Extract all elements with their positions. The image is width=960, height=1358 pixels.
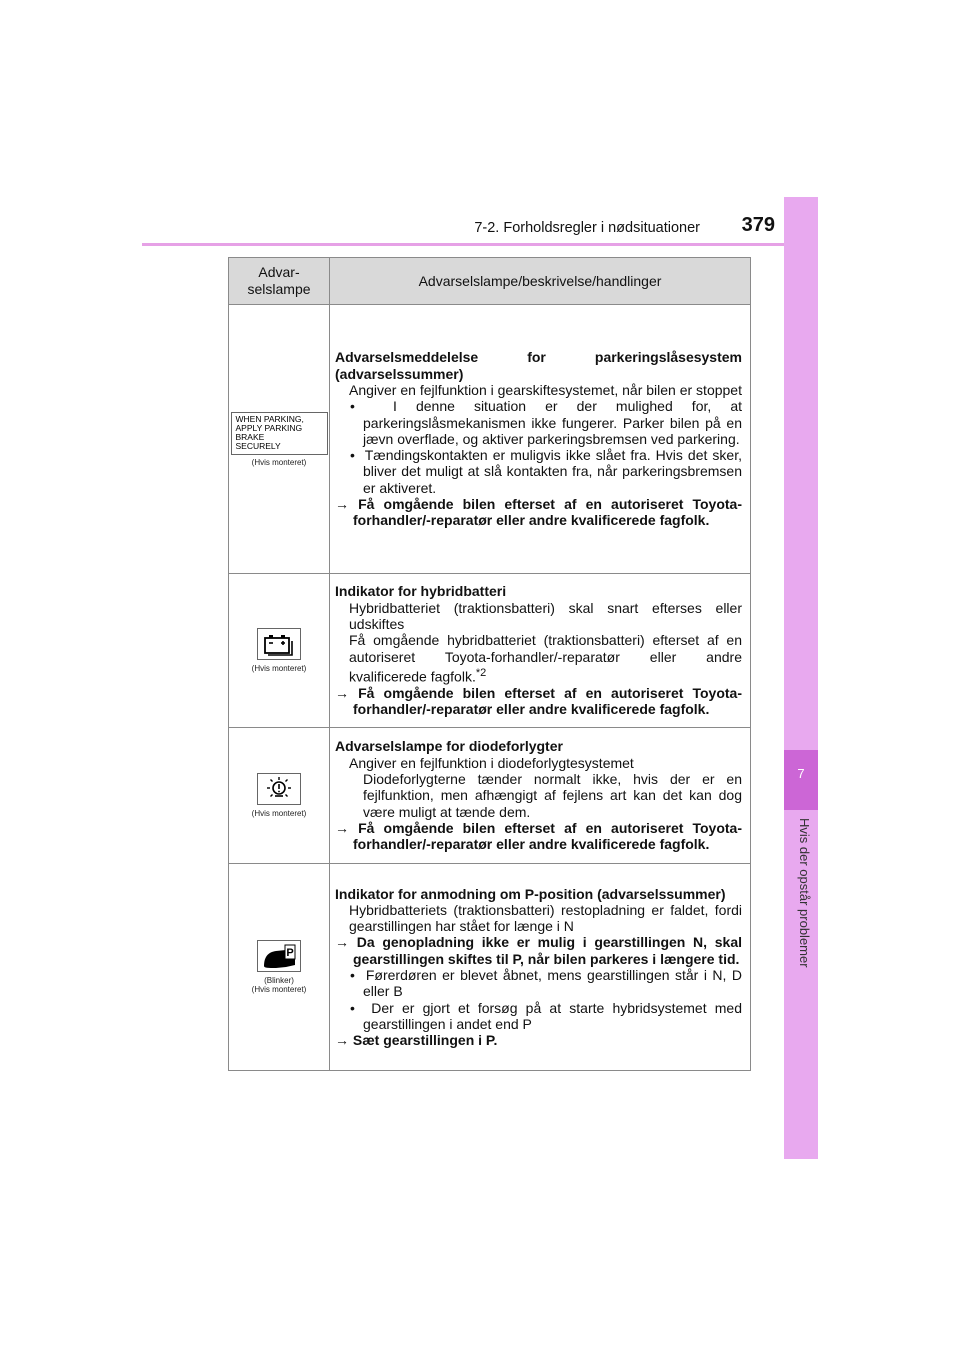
warning-lamp-table <box>228 257 751 1071</box>
row-description: Angiver en fejlfunktion i diodeforlygtesystemet <box>349 754 634 771</box>
description-cell <box>330 864 751 1071</box>
table-row <box>229 574 751 728</box>
action-item: → Sæt gearstillingen i P. <box>335 1032 498 1049</box>
lamp-cell <box>229 864 330 1071</box>
row-title: Indikator for hybridbatteri <box>335 583 507 600</box>
section-title: 7-2. Forholdsregler i nødsituationer <box>474 220 700 236</box>
action-item: → Få omgående bilen efterset af en autoriseret Toyota-forhandler/-reparatør eller andre kvalificerede fagfolk. <box>335 684 742 718</box>
description-cell <box>330 305 751 574</box>
header-rule <box>142 243 818 246</box>
action-item: → Få omgående bilen efterset af en autoriseret Toyota-forhandler/-reparatør eller andre kvalificerede fagfolk. <box>335 819 742 853</box>
footnote-marker: *2 <box>475 666 487 679</box>
description-cell <box>330 574 751 728</box>
page-number: 379 <box>741 214 775 236</box>
battery-icon <box>257 628 301 660</box>
row-description: Hybridbatteriets (traktionsbatteri) restopladning er faldet, fordi gearstillingen har stået for længe i N <box>349 901 742 935</box>
row-description: Få omgående hybridbatteriet (traktionsbatteri) efterset af en autoriseret Toyota-forhandler/-reparatør eller andre kvalificerede fagfolk.$^{*2}$ <box>349 632 742 685</box>
p-position-request-icon <box>257 940 301 972</box>
table-row <box>229 728 751 864</box>
action-item: → Få omgående bilen efterset af en autoriseret Toyota-forhandler/-reparatør eller andre kvalificerede fagfolk. <box>335 496 742 529</box>
lamp-cell <box>229 728 330 864</box>
bullet-item: • Førerdøren er blevet åbnet, mens gearstillingen står i N, D eller B <box>350 967 743 1000</box>
bullet-item: • Tændingskontakten er muligvis ikke slået fra. Hvis det sker, bliver det muligt at slå kontakten fra, når parkeringsbremsen er aktiveret. <box>350 447 742 496</box>
chapter-title: Hvis der opstår problemer <box>797 818 812 968</box>
parking-brake-message-icon: WHEN PARKING, APPLY PARKING BRAKE SECURELY <box>231 412 328 455</box>
row-description: Angiver en fejlfunktion i gearskiftesystemet, når bilen er stoppet <box>349 381 742 398</box>
lamp-caption: (Hvis monteret) <box>251 985 307 994</box>
table-row <box>229 305 751 574</box>
led-light-warning-icon <box>257 773 301 805</box>
bullet-item: • I denne situation er der mulighed for, at parkeringslåsmekanismen ikke fungerer. Parker bilen på en jævn overflade, og aktiver parkeringsbremsen ved parkering. <box>350 398 742 447</box>
row-description: Hybridbatteriet (traktionsbatteri) skal snart efterses eller udskiftes <box>349 599 742 633</box>
row-description: Diodeforlygterne tænder normalt ikke, hvis der er en fejlfunktion, men afhængigt af fejlens art kan det kan dog være muligt at tænde dem. <box>363 771 742 820</box>
svg-text:P: P <box>286 947 294 959</box>
action-item: → Da genopladning ikke er mulig i gearstillingen N, skal gearstillingen skiftes til P, når bilen parkeres i længere tid. <box>335 934 742 967</box>
bullet-item: • Der er gjort et forsøg på at starte hybridsystemet med gearstillingen i andet end P <box>350 999 742 1032</box>
lamp-caption: (Hvis monteret) <box>251 809 307 818</box>
column-header-description: Advarselslampe/beskrivelse/handlinger <box>330 258 751 305</box>
row-title: Indikator for anmodning om P-position (advarselssummer) <box>335 885 726 902</box>
lamp-caption: (Blinker) <box>264 976 294 985</box>
description-cell <box>330 728 751 864</box>
row-title: Advarselslampe for diodeforlygter <box>335 738 563 755</box>
row-title: Advarselsmeddelelse for parkeringslåsesystem (advarselssummer) <box>335 349 742 382</box>
chapter-number: 7 <box>797 766 805 781</box>
lamp-cell <box>229 305 330 574</box>
table-row <box>229 864 751 1071</box>
lamp-caption: (Hvis monteret) <box>251 457 307 467</box>
lamp-cell <box>229 574 330 728</box>
lamp-caption: (Hvis monteret) <box>251 664 307 673</box>
column-header-lamp: Advar- selslampe <box>229 258 330 305</box>
